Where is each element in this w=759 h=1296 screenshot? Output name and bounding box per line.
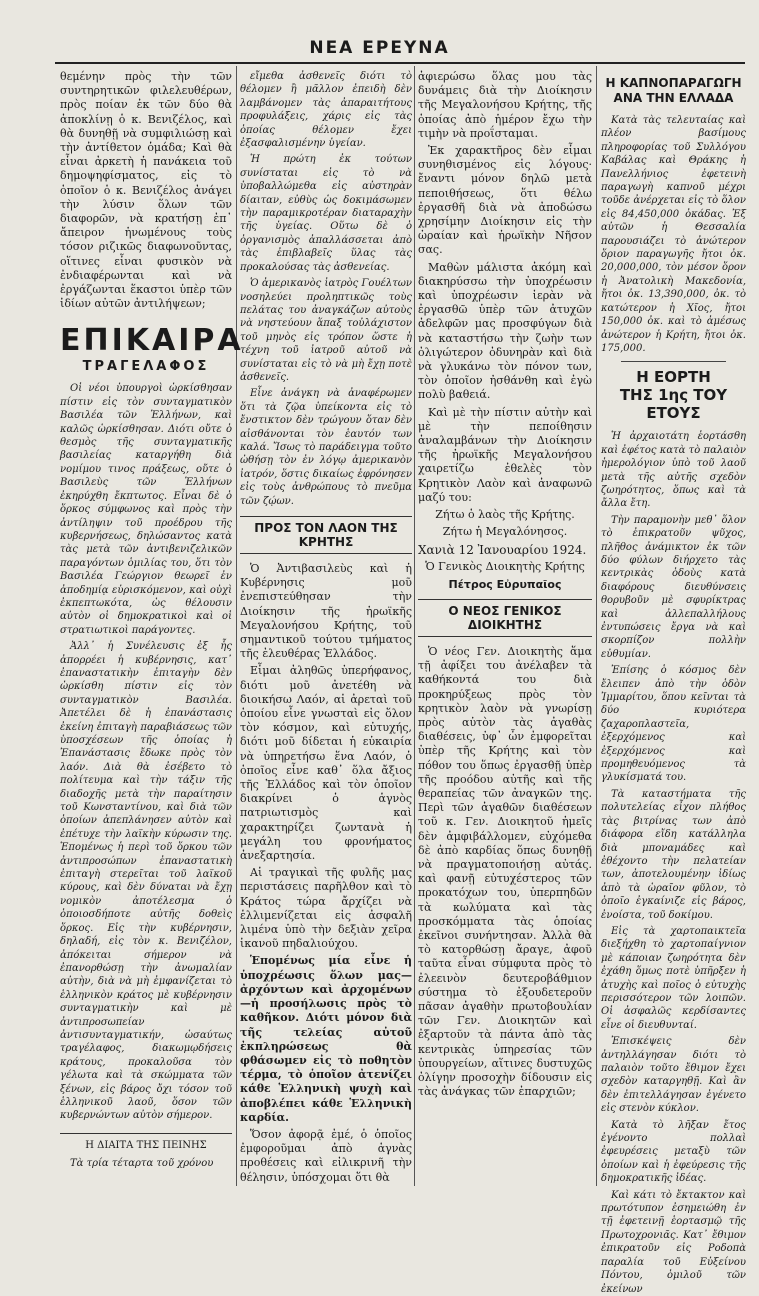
section-subtitle: ΤΡΑΓΕΛΑΦΟΣ	[82, 359, 210, 375]
paragraph: Ἐπίσης ὁ κόσμος δὲν ἔλειπεν ἀπὸ τὴν ὁδὸν Ἰμμαρίτου, ὅπου κεῖνται τὰ δύο κυριότερα ζαχαροπλαστεῖα, ἐξερχόμενος καὶ ἐξερχόμενος καὶ προμηθευόμενος τὰ γλυκίσματά του.	[601, 665, 746, 784]
paragraph: Ὅσον ἀφορᾷ ἐμέ, ὁ ὁποῖος ἐμφοροῦμαι ἀπὸ ἁγνὰς προθέσεις καὶ εἰλικρινῆ τὴν θέλησιν, ὑπόσχομαι ὅτι θὰ	[240, 1127, 412, 1184]
paragraph: Τὴν παραμονὴν μεθ᾿ ὅλον τὸ ἐπικρατοῦν ψῦχος, πλῆθος ἀνάμικτον ἐκ τῶν δύο φύλων διήρχετο τὰς κεντρικὰς ὁδοὺς κατὰ διαφόρους διευθύνσεις θορυβοῦν μὲ σφυρίκτρας καὶ ἀλλεπαλλήλους ἐντυπώσεις ἔργα νὰ καὶ σκορπίζον πολλὴν εὐθυμίαν.	[601, 514, 746, 660]
paragraph: Ἐκ χαρακτῆρος δὲν εἶμαι συνηθισμένος εἰς λόγους· ἔναντι μόνον δηλῶ μετὰ πεποιθήσεως, ὅτι θέλω ἐργασθῆ διὰ νὰ ἀποδώσω χρησίμην Διοίκησιν εἰς τὴν ὡραίαν καὶ ἡρωϊκὴν Νῆσον σας.	[418, 144, 592, 257]
column-divider	[414, 66, 415, 1186]
heading-line: Η ΕΟΡΤΗ	[636, 368, 711, 387]
paragraph: Τὰ καταστήματα τῆς πολυτελείας εἶχον πλήθος τὰς βιτρίνας των ἀπὸ διάφορα εἴδη κατάλληλα διὰ μποναμάδες καὶ ἐθέχοντο τὴν πελατείαν των, ἀποτελουμένην ἰδίως ἀπὸ τὰ ὡραῖον φῦλον, τὸ ὁποῖο ἐγκαίνιζε εἰς βάρος, ἐνοίστα, τοῦ δοκίμου.	[601, 788, 746, 921]
paragraph: Αἱ τραγικαὶ τῆς φυλῆς μας περιστάσεις παρῆλθον καὶ τὸ Κράτος τώρα ἄρχίζει νὰ ἑλλιμενίζεται εἰς ἀσφαλῆ λιμένα ὑπὸ τὴν δεξιὰν χεῖρα ἱκανοῦ πηδαλιούχου.	[240, 866, 412, 951]
masthead: ΝΕΑ ΕΡΕΥΝΑ	[309, 38, 450, 58]
signer-title: Ὁ Γενικὸς Διοικητὴς Κρήτης	[425, 559, 585, 573]
paragraph: Ἐπισκέψεις δὲν ἀντηλλάγησαν διότι τὸ παλαιὸν τοῦτο ἔθιμον ἔχει σχεδὸν καταργηθῇ. Καὶ ἂν δὲν ἐπιτελλάγησαν ἐγένετο εἰς στενὸν κύκλον.	[601, 1036, 746, 1115]
divider	[621, 361, 726, 362]
paragraph: Ὁ Ἀντιβασιλεὺς καὶ ἡ Κυβέρνησις μοῦ ἐνεπιστεύθησαν τὴν Διοίκησιν τῆς ἡρωϊκῆς Μεγαλονήσου Κρήτης, τοῦ σημαντικοῦ τούτου τμήματος τῆς ἐλευθέρας Ἑλλάδος.	[240, 562, 412, 661]
paragraph: Εἶμαι ἀληθῶς ὑπερήφανος, διότι μοῦ ἀνετέθη νὰ διοικήσω Λαόν, αἱ ἀρεταὶ τοῦ ὁποίου εἶνε γνωσταὶ εἰς ὅλον τὸν κόσμον, καὶ εὐτυχής, διότι μοῦ δίδεται ἡ εὐκαιρία νὰ ὑπηρετήσω ἕνα Λαόν, ὁ ὁποῖος εἶνε καθ᾿ ὅλα ἄξιος τῆς Ἑλλάδος καὶ τὸν ὁποῖον διακρίνει ὁ ἁγνὸς πατριωτισμὸς καὶ χαρακτηρίζει ζωντανὰ ἡ μεγάλη του φρονήματος ἀνεξαρτησία.	[240, 664, 412, 863]
paragraph: Εἰς τὰ χαρτοπαικτεῖα διεξήχθη τὸ χαρτοπαίγνιον μὲ κάποιαν ζωηρότητα δὲν ἐχάθη ὅμως ποτὲ ὑπῆρξεν ἡ ἀτυχὴς καὶ ποῖος ὁ εὐτυχὴς περισσότερον τῶν λοιπῶν. Οἱ ἀσφαλῶς κερδίσαντες εἶνε οἱ διευθυνταί.	[601, 925, 746, 1031]
paragraph: Ἑπομένως μία εἶνε ἡ ὑποχρέωσις ὅλων μας—ἀρχόντων καὶ ἀρχομένων—ἡ προσήλωσις πρὸς τὸ καθῆκον. Διότι μόνον διὰ τῆς τελείας αὐτοῦ ἐκπληρώσεως θὰ φθάσωμεν εἰς τὸ ποθητὸν τέρμα, τὸ ὁποῖον ἀτενίζει κάθε Ἑλληνικὴ ψυχὴ καὶ ἀποβλέπει κάθε Ἑλληνικὴ καρδία.	[240, 954, 412, 1124]
paragraph: ἀφιερώσω ὅλας μου τὰς δυνάμεις διὰ τὴν Διοίκησιν τῆς Μεγαλονήσου Κρήτης, τῆς ὁποίας ἀπὸ ἡμέρον ἔχω τὴν τιμὴν νὰ προΐσταμαι.	[418, 70, 592, 140]
paragraph: Ἡ πρώτη ἐκ τούτων συνίσταται εἰς τὸ νὰ ὑποβαλλώμεθα εἰς αὐστηρὰν δίαιταν, εὐθὺς ὡς δοκιμάσωμεν τὴν παραμικροτέραν διαταραχὴν τῆς ὑγείας. Οὕτω δὲ ὁ ὀργανισμὸς ἀπαλλάσσεται ἀπὸ τὰς ἐπιβλαβεῖς ὕλας τὰς προκαλούσας τὰς ἀσθενείας.	[240, 154, 412, 273]
column-3	[418, 70, 592, 1180]
paragraph: Καὶ μὲ τὴν πίστιν αὐτὴν καὶ μὲ τὴν πεποίθησιν ἀναλαμβάνων τὴν Διοίκησιν τῆς ἡρωϊκῆς Μεγαλονήσου χαιρετίζω ἐθελὲς τὸν Κρητικὸν Λαὸν καὶ ἀναφωνῶ μαζύ του:	[418, 405, 592, 504]
paragraph: Κατὰ τὸ λῆξαν ἔτος ἐγένοντο πολλαὶ ἐφευρέσεις μεταξὺ τῶν ὁποίων καὶ ἡ ἐφεύρεσις τῆς δημοκρατικῆς ἰδέας.	[601, 1119, 746, 1185]
paragraph: Ἡ ἀρχαιοτάτη ἑορτάσθη καὶ ἐφέτος κατὰ τὸ παλαιὸν ἡμερολόγιον ὑπὸ τοῦ λαοῦ μετὰ τῆς αὐτῆς σχεδὸν ζωηρότητος, ὅπως καὶ τὰ ἄλλα ἔτη.	[601, 431, 746, 510]
paragraph: Εἶνε ἀνάγκη νὰ ἀναφέρωμεν ὅτι τὰ ζῷα ὑπείκοντα εἰς τὸ ἔνστικτον δὲν τρώγουν ὅταν δὲν αἰσθάνονται τὸν ἑαυτόν των καλά. Ἴσως τὸ παράδειγμα τοῦτο ὠθήσῃ τὸν ἐν λόγῳ ἀμερικανὸν ἰατρόν, ὅστις δικαίως ἐφρόνησεν εἰς τοὺς ἀνθρώπους τὸ πνεῦμα τῶν ζῴων.	[240, 388, 412, 507]
paragraph: Καὶ κάτι τὸ ἔκτακτον καὶ πρωτότυπον ἐσημειώθη ἐν τῇ ἐφετεινῇ ἑορτασμῷ τῆς Πρωτοχρονιᾶς. Κατ᾿ ἔθιμον ἐπικρατοῦν εἰς Ροδοπὰ παραλία τοῦ Εὐξείνου Πόντου, ὁμιλοῦ τῶν ἐκείνων	[601, 1189, 746, 1295]
paragraph: Ἀλλ᾿ ἡ Συνέλευσις ἐξ ἧς ἀπορρέει ἡ κυβέρνησις, κατ᾿ ἐπαναστατικὴν ἐπιταγὴν δὲν ὡρκίσθη πίστιν εἰς τὸν συνταγματικὸν Βασιλέα. Ἀπετέλει δὲ ἡ ἐπανάστασις ἐκείνη ἐπιταγὴ παραβιάσεως τῶν ὑποσχέσεων τῆς ὁποίας ἡ Ἐπανάστασις ἔδωκε πρὸς τὸν λαόν. Διὰ θὰ ἐσέβετο τὸ πολίτευμα καὶ τὴν τάξιν τῆς διαδοχῆς μετὰ τὴν παραίτησιν τοῦ Κωνσταντίνου, καὶ διὰ τῶν ὁποίων ἀπεπλάνησεν αὐτὸν καὶ ἐπέτυχε τὴν λαϊκὴν κύρωσιν της. Ἑπομένως ἡ περὶ τοῦ ὅρκου τῶν ἀντιπροσώπων ἐπαναστατικὴ ἐπιταγὴ στερεῖται τοῦ λαϊκοῦ κύρους, καὶ δὲν δύναται νὰ ἔχῃ νομικὸν ἀποτέλεσμα ὁ ὁποιοσδήποτε αὐτῆς δοθεὶς ὅρκος. Εἰς τὴν κυβέρνησιν, δηλαδή, εἰς τὸν κ. Βενιζέλον, ἀπόκειται σήμερον νὰ ἐπανορθώσῃ τὴν ἀνωμαλίαν αὐτὴν, διὰ νὰ μὴ ἐμφανίζεται τὸ ἑλληνικὸν κράτος μὲ κυβέρνησιν συνταγματικὴν καὶ μὲ ἀντιπροσωπείαν ἀντισυνταγματικήν, ὡσαύτως τραγέλαφος, διακωμῳδήσεις κράτους, προκαλοῦσα τὸν γέλωτα καὶ τὰ σκώμματα τῶν ξένων, εἰς βάρος ὄχι τόσον τοῦ ἑλληνικοῦ λαοῦ, ὅσον τῶν κυβερνώντων αὐτὸν σήμερον.	[60, 641, 232, 1122]
article-heading: ΠΡΟΣ ΤΟΝ ΛΑΟΝ ΤΗΣ ΚΡΗΤΗΣ	[240, 516, 412, 554]
article-continuation: θεμένην πρὸς τὴν τῶν συντηρητικῶν φιλελευθέρων, πρὸς ποίαν ἐκ τῶν δύο θὰ ἀποκλίνῃ ὁ κ. Βενιζέλος, καὶ θὰ δυνηθῇ νὰ συμφιλιώσῃ καὶ τὴν ἀντίθετον ὁμάδα; Καὶ θὰ εἶναι ἀρκετὴ ἡ πανάκεια τοῦ δημοψηφίσματος, εἰς τὸ ὁποῖον ὁ κ. Βενιζέλος ἀνάγει τὴν λύσιν ὅλων τῶν διαφορῶν, νὰ κρατήσῃ ἐπ᾿ ἄπειρον ἡνωμένους τοὺς τόσον ριζικῶς διαφωνοῦντας, οἵτινες εἶναι φυσικὸν νὰ ἐνδιαφέρωνται καὶ νὰ ἐργάζωνται ἕκαστοι ὑπὲρ τῶν ἰδίων αὐτῶν ἀντιλήψεων;	[60, 70, 232, 311]
article-heading: Ο ΝΕΟΣ ΓΕΝΙΚΟΣ ΔΙΟΙΚΗΤΗΣ	[418, 599, 592, 637]
column-2	[240, 70, 412, 1184]
paragraph: Οἱ νέοι ὑπουργοὶ ὡρκίσθησαν πίστιν εἰς τὸν συνταγματικὸν Βασιλέα τῶν Ἑλλήνων, καὶ καλῶς ὡρκίσθησαν. Διότι οὔτε ὁ θεσμὸς τῆς συνταγματικῆς βασιλείας καταργήθη διὰ νομίμου τινος πράξεως, οὔτε ὁ Βασιλεὺς τῶν Ἑλλήνων ἐκηρύχθη ἔκπτωτος. Εἶναι δὲ ὁ ὅρκος σύμφωνος καὶ πρὸς τὴν ἀντίληψιν τοῦ προέδρου τῆς κυβερνήσεως, δηλώσαντος κατὰ τὰς μετὰ τῶν ἀντιβενιζελικῶν παραγόντων ὁμιλίας του, ὅτι τὸν Βασιλέα Γεώργιον θεωρεῖ ἐν ἀποδημίᾳ εὑρισκόμενον, καὶ οὐχὶ ἐκπεπτωκότα, ὡς θέλουσιν αὐτὸν οἱ δημοκρατικοὶ καὶ οἱ στρατιωτικοὶ παράγοντες.	[60, 383, 232, 636]
paragraph: Κατὰ τὰς τελευταίας καὶ πλέον βασίμους πληροφορίας τοῦ Συλλόγου Καβάλας καὶ Θράκης ἡ Πανελλήνιος ἐφετεινὴ παραγωγὴ καπνοῦ μέχρι τοῦδε ἀνέρχεται εἰς τὸ ὅλον εἰς 84,450,000 ὀκάδας. Ἐξ αὐτῶν ἡ Θεσσαλία παρουσιάζει τὸ ἀνώτερον ὅριον παραγωγῆς ἤτοι ὀκ. 20,000,000, τὸν μέσον ὅρον ἡ Ἀνατολικὴ Μακεδονία, ἤτοι ὀκ. 13,390,000, ὀκ. τὸ κατώτερον ἡ Χῖος, ἤτοι 150,000 ὀκ. καὶ τὸ ἀμέσως ἀνώτερον ἡ Κρήτη, ἤτοι ὀκ. 175,000.	[601, 115, 746, 354]
article-heading	[601, 368, 746, 422]
column-divider	[596, 66, 597, 1186]
article-heading: Η ΚΑΠΝΟΠΑΡΑΓΩΓΗ ΑΝΑ ΤΗΝ ΕΛΛΑΔΑ	[605, 76, 742, 105]
paragraph: εἴμεθα ἀσθενεῖς διότι τὸ θέλομεν ἢ μᾶλλον ἐπειδὴ δὲν λαμβάνομεν τὰς ἀπαραιτήτους προφυλάξεις, χάρις εἰς τὰς ὁποίας θέλομεν ἔχει ἐξασφαλισμένην ὑγείαν.	[240, 71, 412, 150]
column-divider	[236, 66, 237, 1186]
paragraph: Τὰ τρία τέταρτα τοῦ χρόνου	[70, 1157, 214, 1169]
dateline: Χανιὰ 12 Ἰανουαρίου 1924.	[418, 542, 587, 557]
top-rule	[55, 62, 745, 64]
article-heading: Η ΔΙΑΙΤΑ ΤΗΣ ΠΕΙΝΗΣ	[60, 1133, 232, 1151]
signature: Πέτρος Εὐρυπαῖος	[448, 577, 562, 591]
column-4	[601, 70, 746, 1295]
paragraph: Ζήτω ἡ Μεγαλόνησος.	[442, 525, 568, 539]
paragraph: Ὁ ἀμερικανὸς ἰατρὸς Γουέλτων νοσηλεύει προληπτικῶς τοὺς πελάτας του ἀναγκάζων αὐτοὺς νὰ νηστεύουν ἅπαξ τοὐλάχιστον τοῦ μηνὸς εἰς τρόπον ὥστε ἡ τέχνη τοῦ ἰατροῦ αὐτοῦ νὰ συνίσταται εἰς τὸ νὰ μὴ ἔχῃ ποτὲ ἀσθενεῖς.	[240, 278, 412, 383]
paragraph: Ὁ νέος Γεν. Διοικητὴς ἅμα τῇ ἀφίξει του ἀνέλαβεν τὰ καθήκοντά του διὰ προκηρύξεως πρὸς τὸν κρητικὸν λαὸν νὰ γνωρίσῃ πρὸς αὐτὸν τὰς ἀγαθὰς διαθέσεις, ὑφ᾿ ὧν ἐμφορεῖται ὑπὲρ τῆς Κρήτης καὶ τὸν πόθον του ὅπως ἐργασθῇ ὑπὲρ τῆς προόδου αὐτῆς καὶ τῆς θεραπείας τῶν ἀναγκῶν της. Περὶ τῶν ἀγαθῶν διαθέσεων τοῦ κ. Γεν. Διοικητοῦ ἡμεῖς δὲν ἀμφιβάλλομεν, εὐχόμεθα δὲ ἀπὸ καρδίας ὅπως δυνηθῇ νὰ πραγματοποιήσῃ αὐτάς. καὶ φανῇ εὐτυχέστερος τῶν προκατόχων του, ὑπερπηδῶν τὰ κωλύματα καὶ τὰς προσκόμματα τὰς ὁποίας ἐκεῖνοι συνήντησαν. Ἀλλὰ θὰ τὸ κατορθώσῃ ἄραγε, ἀφοῦ ταῦτα εἶναι σύμφυτα πρὸς τὸ ἐλεεινὸν δευτεροβάθμιον σύστημα τὸ ἐξουδετεροῦν πᾶσαν ἀγαθὴν πρωτοβουλίαν τῶν Γεν. Διοικητῶν καὶ ἐξαρτοῦν τὰ πάντα ἀπὸ τὰς κεντρικὰς ὑπηρεσίας τῶν ὑπουργείων, αἵτινες δυστυχῶς ὀλίγην προσοχὴν δίδουσιν εἰς τὰς ἀνάγκας τῶν ἐπαρχιῶν;	[418, 644, 592, 1099]
paragraph: Ζήτω ὁ λαὸς τῆς Κρήτης.	[435, 508, 575, 522]
heading-line: ΤΗΣ 1ης ΤΟΥ ΕΤΟΥΣ	[619, 386, 728, 423]
section-title: ΕΠΙΚΑΙΡΑ	[60, 323, 244, 359]
column-1	[60, 70, 244, 1180]
paragraph: Μαθὼν μάλιστα ἀκόμη καὶ διακηρύσσω τὴν ὑποχρέωσιν καὶ ὑποχρέωσιν ἱερὰν νὰ ἐργασθῶ ὑπὲρ τῶν ἀτυχῶν ἀδελφῶν μας προσφύγων διὰ νὰ καταστήσω τὴν ζωὴν των ὀλιγώτερον ὀδυνηρὰν καὶ διὰ νὰ γλυκάνω τὸν πόνον των, τὸν ὁποῖον ἠσθάνθη καὶ ἐγὼ πολὺ βαθειά.	[418, 260, 592, 402]
